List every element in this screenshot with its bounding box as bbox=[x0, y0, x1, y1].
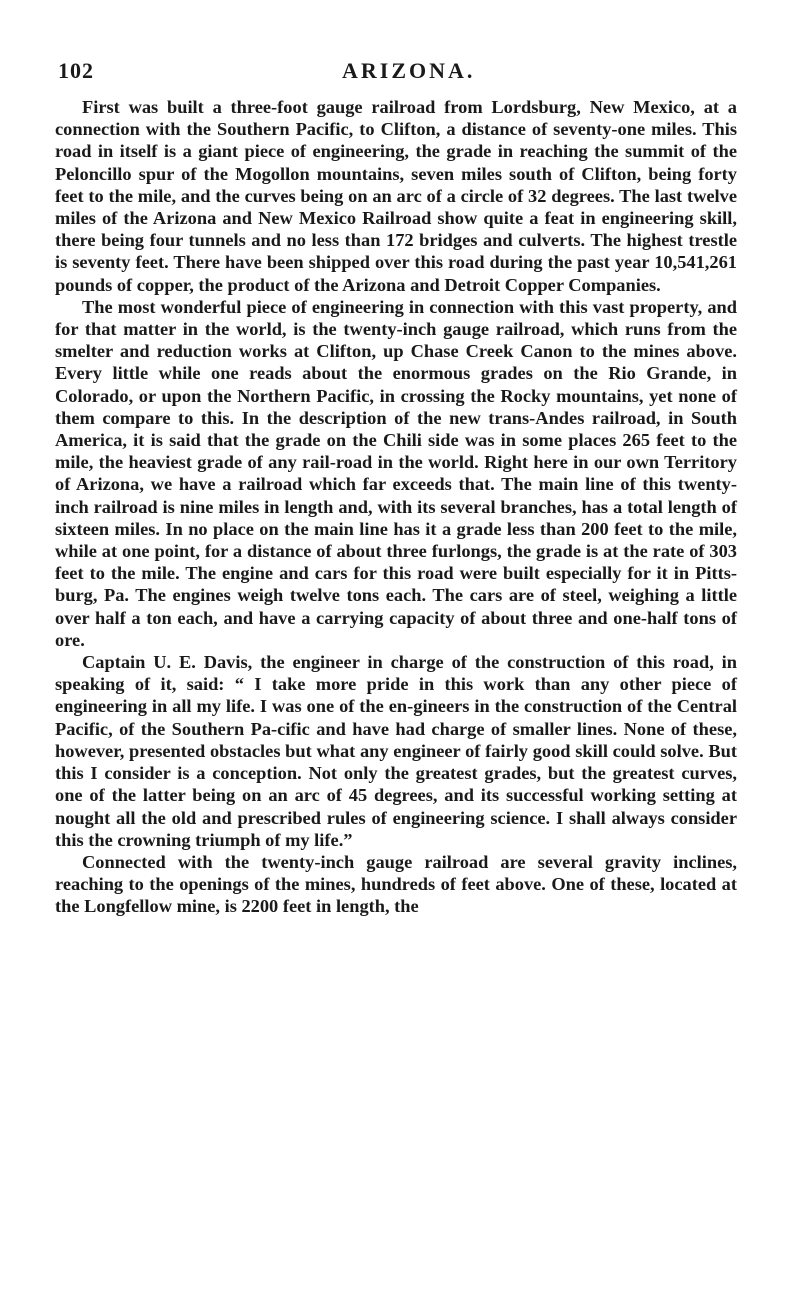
paragraph-3: Captain U. E. Davis, the engineer in charge of the construction of this road, in speaking of it, said: “ I take more pride in this work than any other piece of engineering in all my life. I was one of the en-gineers in the construction of the Central Pacific, of the Southern Pa-cific and have had charge of smaller lines. None of these, however, presented obstacles but what any engineer of fairly good skill could solve. But this I consider is a conception. Not only the greatest grades, but the greatest curves, one of the latter being on an arc of 45 degrees, and its successful working setting at nought all the old and prescribed rules of engineering science. I shall always consider this the crowning triumph of my life.” bbox=[55, 652, 737, 850]
paragraph-4: Connected with the twenty-inch gauge railroad are several gravity inclines, reaching to the openings of the mines, hundreds of feet above. One of these, located at the Longfellow mine, is 2200 feet in length, the bbox=[55, 851, 737, 917]
paragraph-2: The most wonderful piece of engineering in connection with this vast property, and for that matter in the world, is the twenty-inch gauge railroad, which runs from the smelter and reduction works at Clifton, up Chase Creek Canon to the mines above. Every little while one reads about the enormous grades on the Rio Grande, in Colorado, or upon the Northern Pacific, in crossing the Rocky mountains, yet none of them compare to this. In the description of the new trans-Andes railroad, in South America, it is said that the grade on the Chili side was in some places 265 feet to the mile, the heaviest grade of any rail-road in the world. Right here in our own Territory of Arizona, we have a railroad which far exceeds that. The main line of this twenty-inch railroad is nine miles in length and, with its several branches, has a total length of sixteen miles. In no place on the main line has it a grade less than 200 feet to the mile, while at one point, for a distance of about three furlongs, the grade is at the rate of 303 feet to the mile. The engine and cars for this road were built especially for it in Pitts-burg, Pa. The engines weigh twelve tons each. The cars are of steel, weighing a little over half a ton each, and have a carrying capacity of about three and one-half tons of ore. bbox=[55, 296, 737, 650]
body-text bbox=[55, 96, 737, 918]
page-number: 102 bbox=[58, 58, 94, 83]
running-head bbox=[58, 58, 738, 88]
running-title: ARIZONA. bbox=[342, 58, 476, 83]
paragraph-1: First was built a three-foot gauge railroad from Lordsburg, New Mexico, at a connection with the Southern Pacific, to Clifton, a distance of seventy-one miles. This road in itself is a giant piece of engineering, the grade in reaching the summit of the Peloncillo spur of the Mogollon mountains, seven miles south of Clifton, being forty feet to the mile, and the curves being on an arc of a circle of 32 degrees. The last twelve miles of the Arizona and New Mexico Railroad show quite a feat in engineering skill, there being four tunnels and no less than 172 bridges and culverts. The highest trestle is seventy feet. There have been shipped over this road during the past year 10,541,261 pounds of copper, the product of the Arizona and Detroit Copper Companies. bbox=[55, 97, 737, 295]
